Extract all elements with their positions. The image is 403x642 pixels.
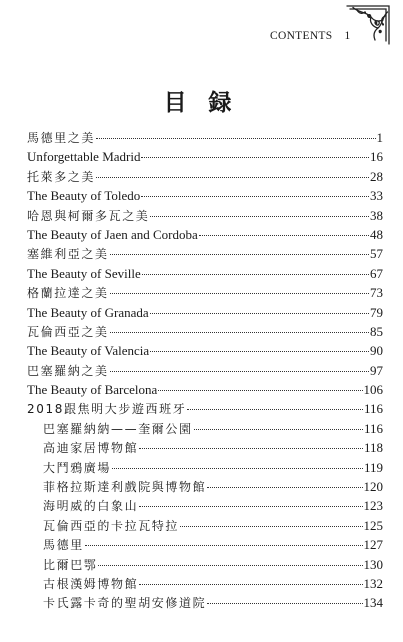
toc-entry-page-number: 118 bbox=[363, 440, 383, 456]
toc-entry-page-number: 16 bbox=[370, 149, 383, 165]
toc-entry-page-number: 132 bbox=[363, 575, 383, 591]
toc-entry-page-number: 28 bbox=[370, 168, 383, 184]
toc-entry-label: The Beauty of Barcelona bbox=[27, 382, 158, 398]
toc-entry-label: 比爾巴鄂 bbox=[43, 557, 98, 572]
toc-title: 目 録 bbox=[163, 90, 240, 115]
toc-entry[interactable] bbox=[27, 264, 383, 283]
dot-leader bbox=[112, 458, 363, 469]
toc-subentry[interactable] bbox=[27, 593, 383, 612]
toc-entry-page-number: 116 bbox=[363, 401, 383, 417]
dot-leader bbox=[98, 555, 362, 566]
toc-entry[interactable] bbox=[27, 283, 383, 302]
toc-entry-page-number: 125 bbox=[363, 517, 383, 533]
toc-entry-page-number: 127 bbox=[363, 537, 383, 553]
dot-leader bbox=[194, 419, 363, 430]
dot-leader bbox=[110, 322, 369, 333]
toc-entry[interactable] bbox=[27, 361, 383, 380]
dot-leader bbox=[150, 206, 369, 217]
toc-entry[interactable] bbox=[27, 128, 383, 147]
toc-entry-label: 卡氏露卡奇的聖胡安修道院 bbox=[43, 596, 207, 611]
toc-entry-label: 馬德里 bbox=[43, 538, 84, 553]
toc-entry-label: 瓦倫西亞的卡拉瓦特拉 bbox=[43, 518, 180, 533]
dot-leader bbox=[199, 225, 369, 236]
toc-entry-page-number: 116 bbox=[363, 420, 383, 436]
dot-leader bbox=[110, 283, 369, 294]
toc-entry-label: The Beauty of Jaen and Cordoba bbox=[27, 226, 198, 242]
toc-entry-page-number: 33 bbox=[370, 188, 383, 204]
dot-leader bbox=[142, 264, 369, 275]
toc-entry-label: The Beauty of Valencia bbox=[27, 343, 150, 359]
running-head-page-number: 1 bbox=[344, 30, 351, 42]
toc-entry-label: The Beauty of Granada bbox=[27, 304, 149, 320]
toc-entry-label: 格蘭拉達之美 bbox=[27, 286, 109, 301]
toc-entry-label: 2018跟焦明大步遊西班牙 bbox=[27, 402, 187, 417]
toc-subentry[interactable] bbox=[27, 496, 383, 515]
dot-leader bbox=[139, 438, 363, 449]
toc-entry-label: Unforgettable Madrid bbox=[27, 149, 141, 165]
toc-entry-page-number: 134 bbox=[363, 595, 383, 611]
toc-entry[interactable] bbox=[27, 380, 383, 399]
toc-subentry[interactable] bbox=[27, 516, 383, 535]
running-head bbox=[270, 30, 351, 42]
toc-entry-label: 大鬥鴉廣場 bbox=[43, 460, 112, 475]
toc-entry-label: 高迪家居博物館 bbox=[43, 441, 139, 456]
dot-leader bbox=[96, 167, 369, 178]
toc-entry-page-number: 123 bbox=[363, 498, 383, 514]
toc-entry-label: The Beauty of Toledo bbox=[27, 188, 141, 204]
dot-leader bbox=[187, 399, 363, 410]
toc-entry[interactable] bbox=[27, 341, 383, 360]
toc-entry[interactable] bbox=[27, 225, 383, 244]
dot-leader bbox=[141, 147, 369, 158]
toc-entry-page-number: 106 bbox=[363, 382, 383, 398]
toc-entry[interactable] bbox=[27, 303, 383, 322]
toc-subentry[interactable] bbox=[27, 419, 383, 438]
toc-entry-page-number: 38 bbox=[370, 207, 383, 223]
toc-entry-page-number: 67 bbox=[370, 265, 383, 281]
toc-entry[interactable] bbox=[27, 167, 383, 186]
dot-leader bbox=[180, 516, 362, 527]
toc-entry-label: 馬德里之美 bbox=[27, 131, 96, 145]
toc-subentry[interactable] bbox=[27, 574, 383, 593]
dot-leader bbox=[150, 303, 369, 314]
toc-entry-page-number: 1 bbox=[376, 130, 383, 145]
dot-leader bbox=[96, 128, 375, 139]
toc-list bbox=[27, 128, 383, 613]
dot-leader bbox=[139, 496, 362, 507]
dot-leader bbox=[207, 593, 362, 604]
toc-subentry[interactable] bbox=[27, 535, 383, 554]
toc-entry-page-number: 97 bbox=[370, 362, 383, 378]
toc-entry-label: 哈恩與柯爾多瓦之美 bbox=[27, 208, 150, 223]
toc-subentry[interactable] bbox=[27, 555, 383, 574]
toc-subentry[interactable] bbox=[27, 438, 383, 457]
toc-subentry[interactable] bbox=[27, 477, 383, 496]
running-head-title: CONTENTS bbox=[270, 30, 333, 42]
toc-entry[interactable] bbox=[27, 206, 383, 225]
toc-entry-label: 古根漢姆博物館 bbox=[43, 576, 139, 591]
dot-leader bbox=[139, 574, 362, 585]
toc-entry[interactable] bbox=[27, 147, 383, 166]
toc-entry-page-number: 90 bbox=[370, 343, 383, 359]
toc-entry-page-number: 73 bbox=[370, 285, 383, 301]
toc-subentry[interactable] bbox=[27, 458, 383, 477]
toc-entry-label: 巴塞羅納納——奎爾公園 bbox=[43, 421, 193, 436]
dot-leader bbox=[158, 380, 362, 391]
toc-entry[interactable] bbox=[27, 322, 383, 341]
dot-leader bbox=[85, 535, 363, 546]
toc-entry-page-number: 120 bbox=[363, 479, 383, 495]
toc-entry-page-number: 85 bbox=[370, 323, 383, 339]
dot-leader bbox=[207, 477, 362, 488]
dot-leader bbox=[141, 186, 369, 197]
toc-entry-page-number: 130 bbox=[363, 556, 383, 572]
toc-entry-label: 海明威的白象山 bbox=[43, 499, 139, 514]
dot-leader bbox=[150, 341, 369, 352]
toc-entry-label: The Beauty of Seville bbox=[27, 265, 141, 281]
toc-entry-label: 瓦倫西亞之美 bbox=[27, 324, 109, 339]
dot-leader bbox=[110, 361, 369, 372]
toc-entry-page-number: 48 bbox=[370, 226, 383, 242]
corner-ornament-icon bbox=[345, 2, 393, 46]
dot-leader bbox=[110, 244, 369, 255]
toc-entry-page-number: 57 bbox=[370, 246, 383, 262]
toc-entry-page-number: 79 bbox=[370, 304, 383, 320]
toc-entry-label: 菲格拉斯達利戲院與博物館 bbox=[43, 480, 207, 495]
toc-entry-label: 塞維利亞之美 bbox=[27, 247, 109, 262]
toc-entry[interactable] bbox=[27, 399, 383, 418]
toc-entry[interactable] bbox=[27, 244, 383, 263]
toc-entry-page-number: 119 bbox=[363, 459, 383, 475]
toc-entry-label: 托萊多之美 bbox=[27, 169, 96, 184]
toc-entry-label: 巴塞羅納之美 bbox=[27, 363, 109, 378]
toc-entry[interactable] bbox=[27, 186, 383, 205]
